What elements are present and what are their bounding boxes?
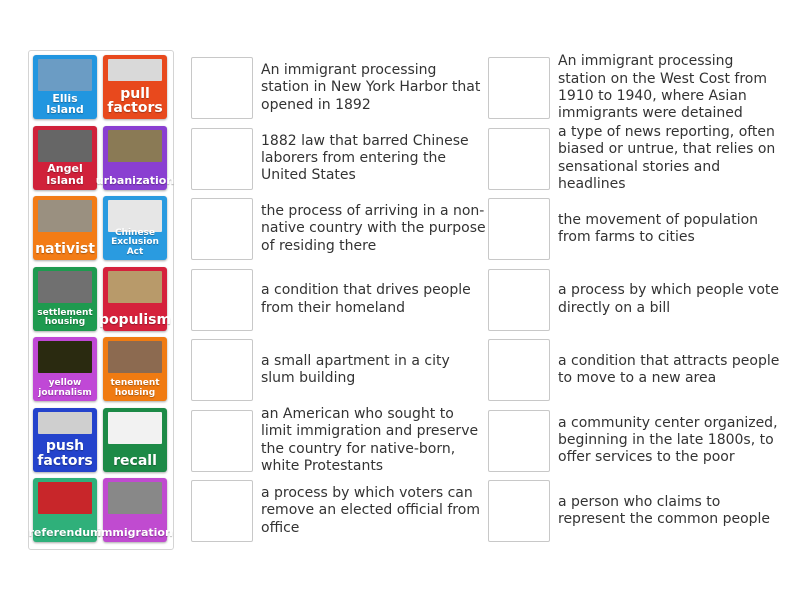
definition-text: a condition that attracts people to move to a new area bbox=[558, 352, 780, 386]
tile-label: Ellis Island bbox=[46, 91, 84, 117]
tile-label: referendum bbox=[28, 526, 102, 540]
tile-chinese-exclusion-act[interactable] bbox=[103, 196, 167, 260]
drop-slot[interactable] bbox=[488, 128, 550, 190]
definition-text: a person who claims to represent the common people bbox=[558, 493, 771, 527]
answer-bank bbox=[28, 50, 174, 550]
drop-slot[interactable] bbox=[488, 269, 550, 331]
tile-label: tenement housing bbox=[110, 378, 160, 398]
drop-slot[interactable] bbox=[191, 269, 253, 331]
drop-slot[interactable] bbox=[191, 339, 253, 401]
tile-referendum[interactable] bbox=[28, 478, 102, 542]
tile-angel-island[interactable] bbox=[33, 126, 97, 190]
definition-text: a process by which people vote directly on a bill bbox=[558, 282, 779, 316]
definition-text: An immigrant processing station in New York Harbor that opened in 1892 bbox=[261, 62, 481, 113]
definition-text: a type of news reporting, often biased or untrue, that relies on sensational stories and headlines bbox=[558, 123, 776, 192]
drop-slot[interactable] bbox=[488, 339, 550, 401]
drop-slot[interactable] bbox=[488, 198, 550, 260]
tile-label: populism bbox=[98, 311, 172, 328]
tile-tenement-housing[interactable] bbox=[103, 337, 167, 401]
drop-slot[interactable] bbox=[488, 57, 550, 119]
tile-image bbox=[38, 412, 92, 434]
tile-label: push factors bbox=[37, 438, 93, 469]
drop-slot[interactable] bbox=[191, 57, 253, 119]
tile-label: Angel Island bbox=[46, 162, 84, 187]
tile-image bbox=[38, 271, 92, 303]
tile-image bbox=[108, 130, 162, 162]
tile-ellis-island[interactable] bbox=[33, 55, 97, 119]
tile-recall[interactable] bbox=[103, 408, 167, 472]
definition-text: the movement of population from farms to cities bbox=[558, 211, 759, 245]
tile-image bbox=[108, 482, 162, 514]
tile-image bbox=[108, 412, 162, 444]
tile-label: settlement housing bbox=[37, 307, 93, 328]
tile-image bbox=[38, 59, 92, 91]
tile-label: immigration bbox=[97, 526, 173, 540]
drop-slot[interactable] bbox=[191, 198, 253, 260]
tile-image bbox=[108, 341, 162, 373]
tile-image bbox=[108, 59, 162, 81]
definition-text: the process of arriving in a non-native country with the purpose of residing there bbox=[261, 203, 486, 254]
tile-image bbox=[38, 482, 92, 514]
definition-text: a small apartment in a city slum building bbox=[261, 352, 450, 386]
drop-slot[interactable] bbox=[488, 480, 550, 542]
tile-label: urbanization bbox=[95, 173, 175, 187]
tile-label: pull factors bbox=[107, 85, 163, 117]
tile-image bbox=[38, 130, 92, 162]
drop-slot[interactable] bbox=[191, 128, 253, 190]
tile-image bbox=[38, 341, 92, 373]
tile-yellow-journalism[interactable] bbox=[33, 337, 97, 401]
tile-urbanization[interactable] bbox=[95, 126, 175, 190]
tile-label: nativist bbox=[35, 241, 95, 258]
tile-immigration[interactable] bbox=[97, 478, 173, 542]
definition-text: a condition that drives people from their homeland bbox=[261, 282, 471, 316]
tile-image bbox=[38, 200, 92, 232]
tile-label: yellow journalism bbox=[38, 378, 92, 398]
tile-push-factors[interactable] bbox=[33, 408, 97, 472]
definition-text: an American who sought to limit immigration and preserve the country for native-born, white Protestants bbox=[261, 405, 479, 474]
tile-label: Chinese Exclusion Act bbox=[111, 227, 159, 257]
definition-text: An immigrant processing station on the West Cost from 1910 to 1940, where Asian immigrants were detained bbox=[558, 53, 767, 122]
definition-text: a community center organized, beginning in the late 1800s, to offer services to the poor bbox=[558, 414, 778, 466]
tile-label: recall bbox=[113, 452, 157, 469]
definition-text: a process by which voters can remove an elected official from office bbox=[261, 485, 480, 536]
drop-slot[interactable] bbox=[488, 410, 550, 472]
tile-nativist[interactable] bbox=[33, 196, 97, 260]
drop-slot[interactable] bbox=[191, 480, 253, 542]
tile-pull-factors[interactable] bbox=[103, 55, 167, 119]
definition-text: 1882 law that barred Chinese laborers from entering the United States bbox=[261, 132, 469, 184]
tile-populism[interactable] bbox=[98, 267, 172, 331]
tile-settlement-housing[interactable] bbox=[33, 267, 97, 331]
drop-slot[interactable] bbox=[191, 410, 253, 472]
tile-image bbox=[108, 271, 162, 303]
